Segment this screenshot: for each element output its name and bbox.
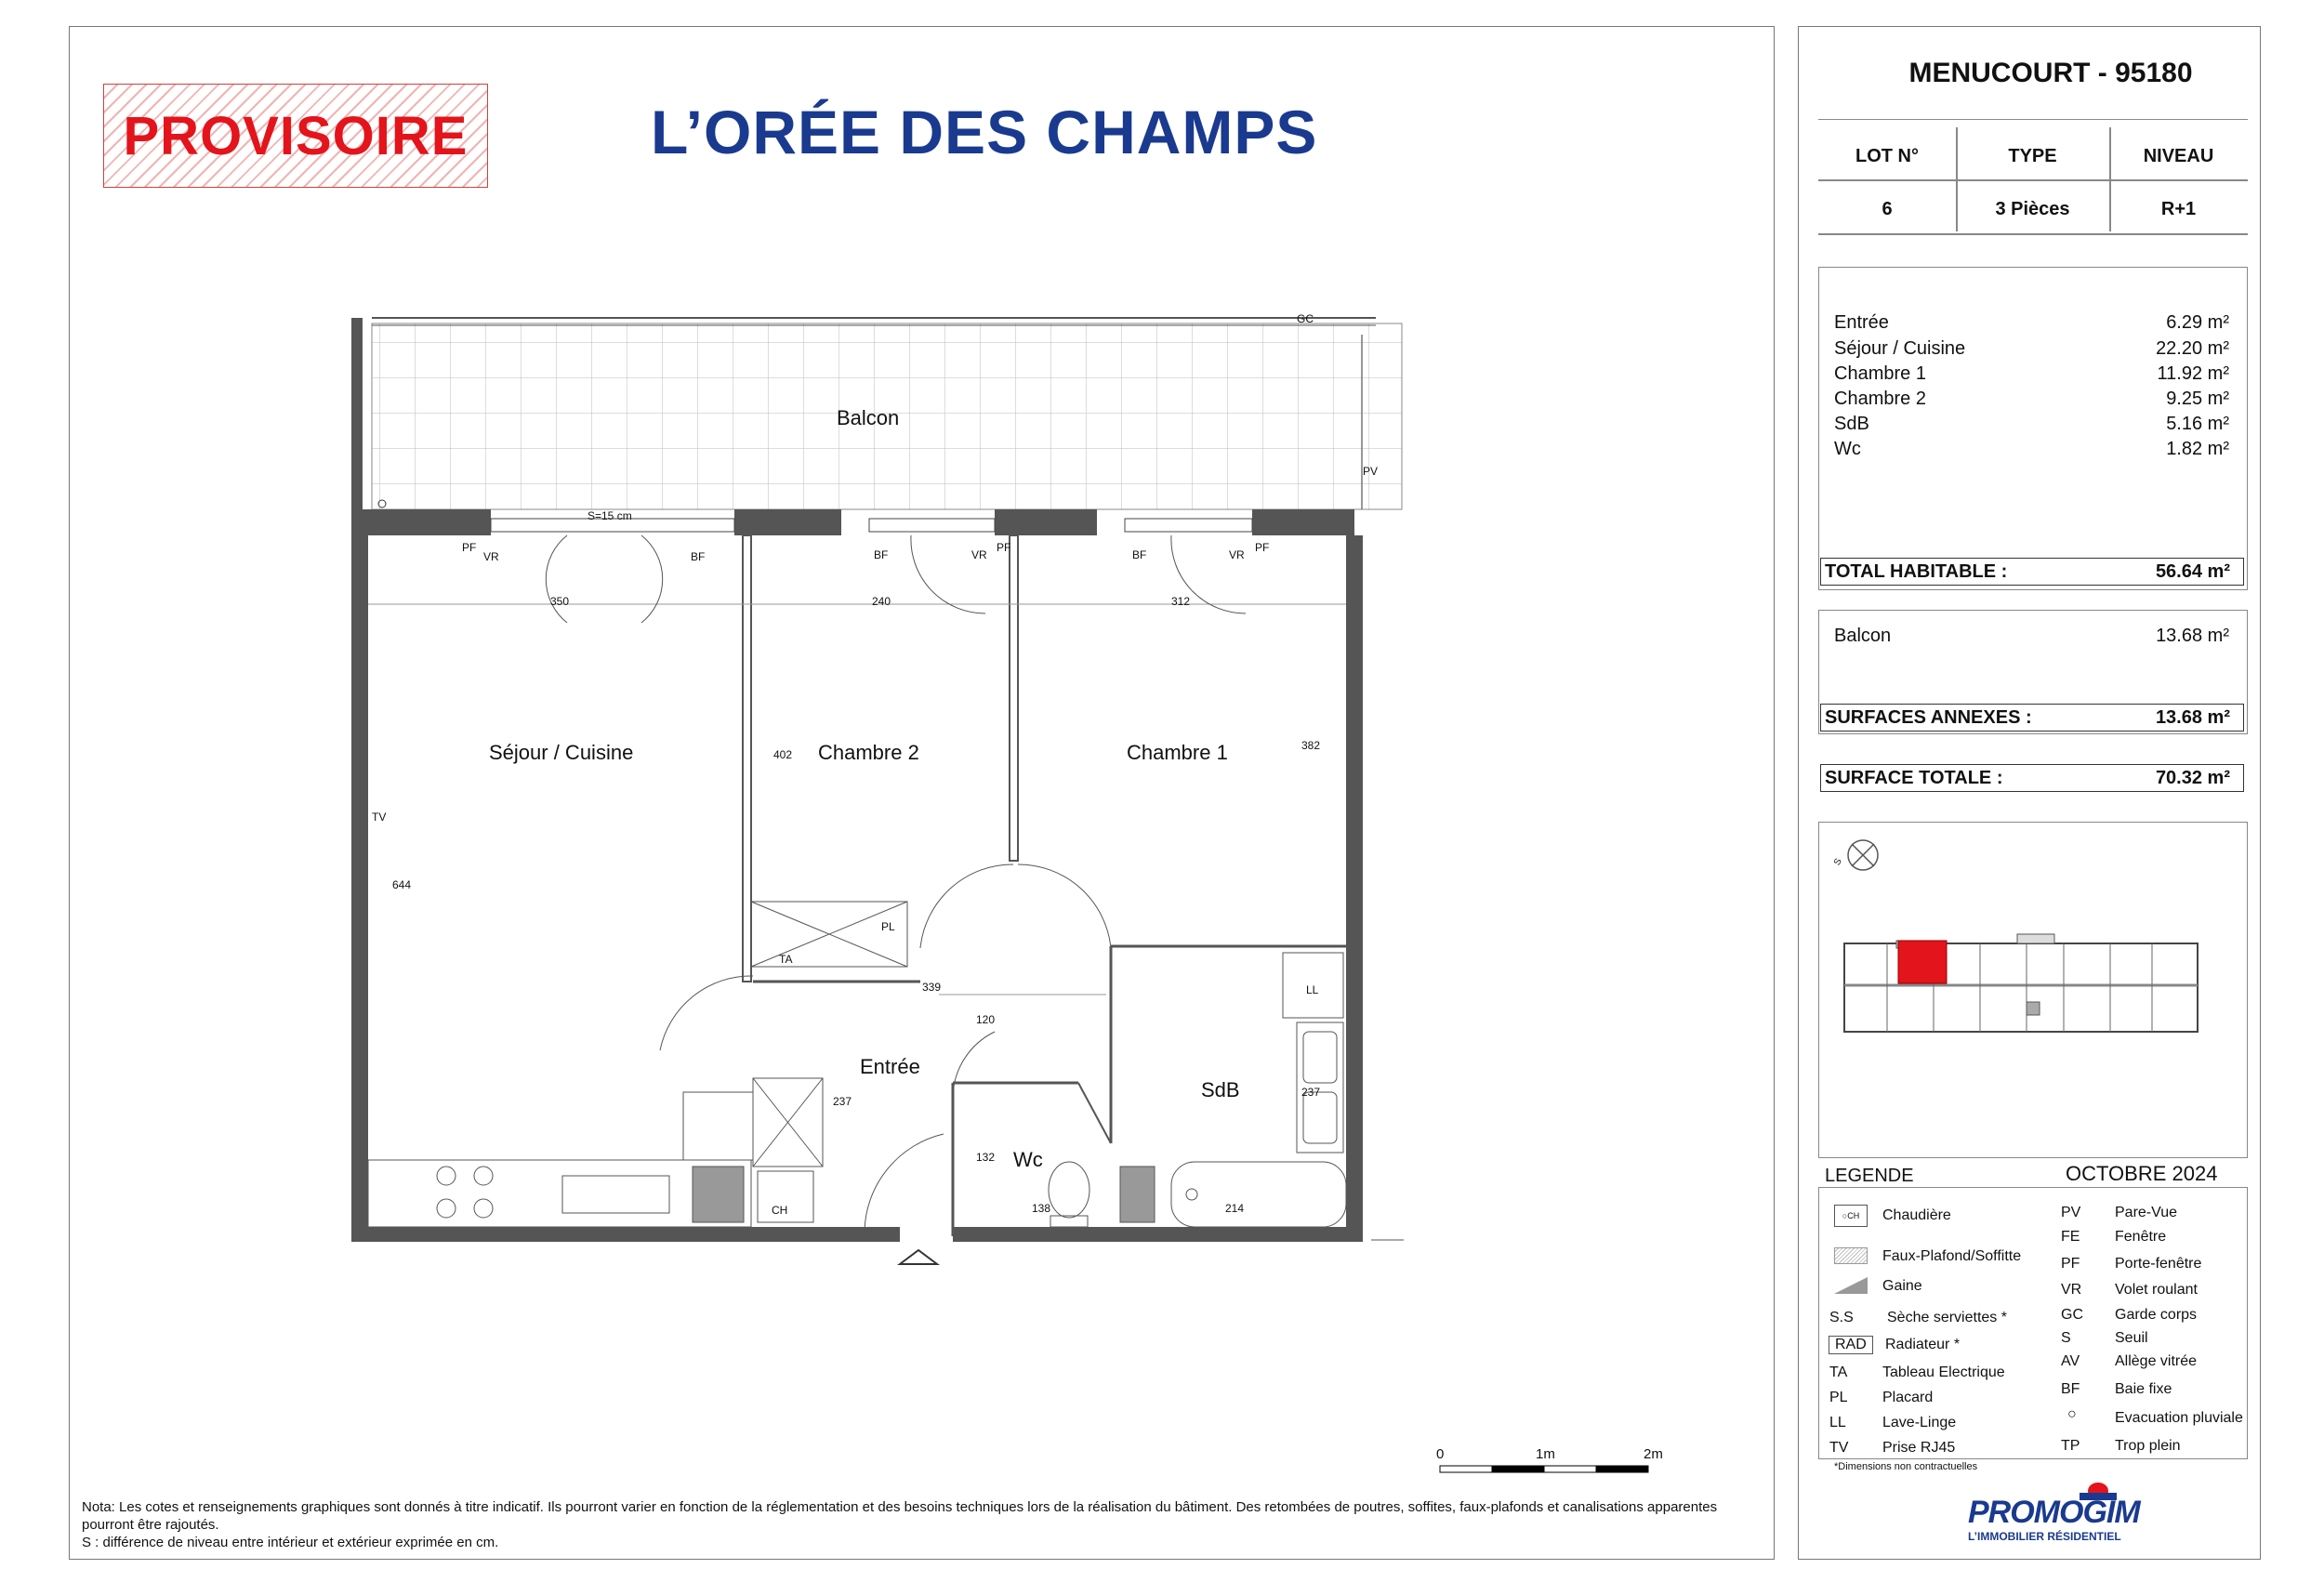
legend-label: Trop plein <box>2115 1438 2181 1454</box>
legend-code: BF <box>2061 1381 2080 1397</box>
legend-code: TP <box>2061 1438 2080 1454</box>
area-name: Entrée <box>1834 312 1889 333</box>
dim-237b: 237 <box>1301 1086 1321 1099</box>
legend-code: ○ <box>2067 1406 2077 1422</box>
room-chambre2: Chambre 2 <box>818 741 919 764</box>
dim-240: 240 <box>872 595 891 608</box>
legend-label: Fenêtre <box>2115 1229 2167 1245</box>
dim-132: 132 <box>976 1151 996 1164</box>
niveau-header: NIVEAU <box>2143 146 2214 166</box>
dim-339: 339 <box>922 981 942 994</box>
area-value: 9.25 m² <box>2166 389 2229 409</box>
dim-214: 214 <box>1225 1202 1245 1215</box>
annot-ll: LL <box>1306 983 1319 996</box>
city-title: MENUCOURT - 95180 <box>1908 58 2193 88</box>
lot-table <box>1818 119 2248 235</box>
legend-code: PL <box>1829 1390 1848 1405</box>
area-value: 5.16 m² <box>2166 414 2229 434</box>
total-habitable-value: 56.64 m² <box>2155 560 2230 582</box>
annex-row <box>1834 626 2229 652</box>
legend-label: Allège vitrée <box>2115 1353 2198 1369</box>
legend-code: TV <box>1829 1440 1849 1456</box>
legend-label: Prise RJ45 <box>1882 1440 1956 1456</box>
legend-code: VR <box>2061 1282 2082 1298</box>
surface-totale <box>1820 764 2244 792</box>
gaine-icon <box>1834 1277 1868 1294</box>
key-plan <box>1831 837 2240 1050</box>
scale-bar <box>1439 1463 1655 1476</box>
area-value: 22.20 m² <box>2156 338 2229 359</box>
area-value: 11.92 m² <box>2157 363 2229 384</box>
legend-label: Lave-Linge <box>1882 1415 1957 1430</box>
floor-plan <box>344 307 1404 1301</box>
surface-totale-value: 70.32 m² <box>2155 767 2230 788</box>
legend-code: FE <box>2061 1229 2080 1245</box>
area-row <box>1834 338 2229 364</box>
annot-pl: PL <box>881 920 895 933</box>
annot-seuil: S=15 cm <box>588 509 632 522</box>
room-entree: Entrée <box>860 1055 920 1078</box>
room-chambre1: Chambre 1 <box>1127 741 1228 764</box>
legend-label: Chaudière <box>1882 1207 1951 1223</box>
compass-label: S <box>1831 856 1844 868</box>
legend-code: PF <box>2061 1256 2080 1272</box>
scale-2m: 2m <box>1644 1446 1663 1462</box>
surfaces-annexes-value: 13.68 m² <box>2155 706 2230 728</box>
annot-vr3: VR <box>1229 548 1245 561</box>
dim-120: 120 <box>976 1013 996 1026</box>
annot-ta: TA <box>779 953 793 966</box>
annot-gc: GC <box>1297 312 1314 325</box>
legend-label: Volet roulant <box>2115 1282 2198 1298</box>
legend-label: Baie fixe <box>2115 1381 2172 1397</box>
legend-label: Garde corps <box>2115 1307 2198 1323</box>
surfaces-annexes <box>1820 704 2244 732</box>
area-row <box>1834 439 2229 465</box>
total-habitable <box>1820 558 2244 586</box>
legend-code: S.S <box>1829 1310 1854 1325</box>
area-name: SdB <box>1834 414 1869 434</box>
legend-code: AV <box>2061 1353 2080 1369</box>
faux-plafond-icon <box>1834 1247 1868 1264</box>
area-name: Wc <box>1834 439 1861 459</box>
legend-code: S <box>2061 1330 2071 1346</box>
area-value: 6.29 m² <box>2166 312 2229 333</box>
dim-350: 350 <box>550 595 570 608</box>
area-row <box>1834 389 2229 415</box>
lot-value: 6 <box>1882 199 1893 219</box>
lot-header: LOT N° <box>1855 146 1919 166</box>
legend-label: Evacuation pluviale <box>2115 1410 2243 1426</box>
provisoire-stamp <box>103 84 488 188</box>
page-title: L’ORÉE DES CHAMPS <box>651 98 1318 166</box>
area-row <box>1834 312 2229 338</box>
room-sejour: Séjour / Cuisine <box>489 741 634 764</box>
legend-label: Seuil <box>2115 1330 2148 1346</box>
room-sdb: SdB <box>1201 1078 1240 1101</box>
nota-text <box>82 1498 1736 1551</box>
annot-pf3: PF <box>1255 541 1270 554</box>
legend-code: GC <box>2061 1307 2083 1323</box>
lot-highlight <box>1898 941 1947 983</box>
logo-name: PROMOGIM <box>1968 1495 2140 1530</box>
annot-vr1: VR <box>483 550 499 563</box>
type-header: TYPE <box>2008 146 2057 166</box>
dim-382: 382 <box>1301 739 1321 752</box>
date-label: OCTOBRE 2024 <box>2066 1162 2218 1185</box>
logo-tagline: L’IMMOBILIER RÉSIDENTIEL <box>1968 1530 2121 1543</box>
dim-312: 312 <box>1171 595 1191 608</box>
surface-totale-label: SURFACE TOTALE : <box>1825 767 2003 788</box>
area-value: 1.82 m² <box>2166 439 2229 459</box>
legend-code: TA <box>1829 1364 1848 1380</box>
legend-label: Sèche serviettes * <box>1887 1310 2007 1325</box>
scale-0: 0 <box>1436 1446 1445 1462</box>
scale-1m: 1m <box>1536 1446 1555 1462</box>
nota-line2: S : différence de niveau entre intérieur et extérieur exprimée en cm. <box>82 1535 499 1550</box>
legend-label: Placard <box>1882 1390 1934 1405</box>
total-habitable-label: TOTAL HABITABLE : <box>1825 560 2008 582</box>
legend-label: Faux-Plafond/Soffitte <box>1882 1248 2022 1264</box>
annot-tv: TV <box>372 811 387 824</box>
area-row <box>1834 414 2229 440</box>
dim-644: 644 <box>392 878 412 891</box>
area-row <box>1834 363 2229 389</box>
dim-402: 402 <box>773 748 793 761</box>
area-name: Chambre 2 <box>1834 389 1926 409</box>
area-name: Chambre 1 <box>1834 363 1926 384</box>
legend-label: Tableau Electrique <box>1882 1364 2005 1380</box>
annot-ch: CH <box>772 1204 788 1217</box>
annot-pf1: PF <box>462 541 477 554</box>
legend-code: PV <box>2061 1205 2081 1220</box>
annex-value: 13.68 m² <box>2156 626 2229 646</box>
surfaces-annexes-label: SURFACES ANNEXES : <box>1825 706 2032 728</box>
annot-vr2: VR <box>971 548 987 561</box>
annot-pf2: PF <box>997 541 1011 554</box>
legend-code: LL <box>1829 1415 1846 1430</box>
boiler-icon: ○CH <box>1834 1205 1868 1227</box>
room-wc: Wc <box>1013 1148 1043 1171</box>
dim-138: 138 <box>1032 1202 1051 1215</box>
annot-bf3: BF <box>1132 548 1147 561</box>
dim-237a: 237 <box>833 1095 852 1108</box>
legend-label: Porte-fenêtre <box>2115 1256 2202 1272</box>
legend-label: Radiateur * <box>1885 1337 1961 1352</box>
annot-bf2: BF <box>874 548 889 561</box>
legend-label: Gaine <box>1882 1278 1922 1294</box>
stamp-text: PROVISOIRE <box>123 105 469 166</box>
niveau-value: R+1 <box>2160 199 2197 219</box>
legend-label: Pare-Vue <box>2115 1205 2177 1220</box>
legend-code: RAD <box>1829 1336 1873 1354</box>
room-balcon: Balcon <box>837 406 900 429</box>
area-name: Séjour / Cuisine <box>1834 338 1966 359</box>
type-value: 3 Pièces <box>1995 199 2070 219</box>
annex-name: Balcon <box>1834 626 1892 646</box>
legende-title: LEGENDE <box>1825 1166 1914 1186</box>
nota-line1: Nota: Les cotes et renseignements graphiques sont donnés à titre indicatif. Ils pourront varier en fonction de la réglementation et des besoins techniques lors de la réalisation du bâtiment. Des retombées de poutres, soffites, faux-plafonds et canalisations apparentes pourront être rajoutés. <box>82 1499 1718 1533</box>
annot-bf1: BF <box>691 550 706 563</box>
annot-pv: PV <box>1363 465 1379 478</box>
disclaimer: *Dimensions non contractuelles <box>1834 1461 1978 1472</box>
